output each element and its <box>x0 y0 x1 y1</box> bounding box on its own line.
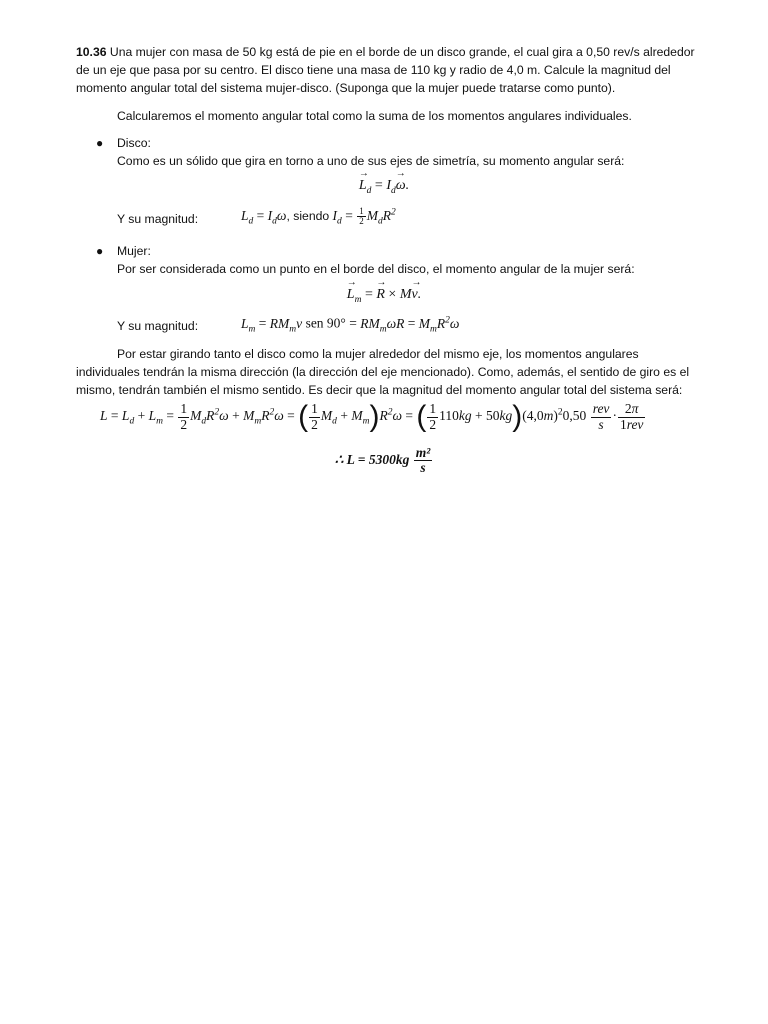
result-value: ∴ L = 5300kg <box>334 451 410 467</box>
equation-mujer-magnitude: $L_m = RM_mv$ sen $90^\circ = RM_m\omega R = M_mR^2\omega$ <box>241 315 460 335</box>
intro-text: Calcularemos el momento angular total como la suma de los momentos angulares individuales. <box>117 109 632 123</box>
equation-disco-vector: → $L_d = I_d\to \omega$. <box>0 178 768 196</box>
equation-disco-magnitude: $L_d = I_d\omega$, siendo $I_d$ = $\frac{1}{2}$ $M_dR^2$ <box>241 206 396 227</box>
conclusion-line-2: individuales tendrán la misma dirección (la dirección del eje mencionado). Como, además, el sentido de giro es el <box>76 365 690 379</box>
equation-total: $L = L_d + L_m$ = $\frac{1}{2}$ $M_dR^2\omega + M_mR^2\omega$ = ( $\frac{1}{2}$ $M_d + M_m)R^2\omega$ = ( $\frac{1}{2}$ $110kg + 50kg)(4,0m)^20,50$ $\frac{\text{rev}}{s}$ · $\frac{2\pi}{\text{1rev}}$ <box>100 400 644 433</box>
final-result <box>0 446 768 475</box>
problem-line-3: momento angular total del sistema mujer-disco. (Suponga que la mujer puede tratarse como punto). <box>76 81 616 95</box>
problem-line-1: Una mujer con masa de 50 kg está de pie en el borde de un disco grande, el cual gira a 0,50 rev/s alrededor <box>106 45 695 59</box>
disco-magnitude-label: Y su magnitud: <box>117 212 199 226</box>
problem-statement <box>76 43 696 61</box>
disco-description: Como es un sólido que gira en torno a uno de sus ejes de simetría, su momento angular será: <box>117 154 625 168</box>
result-unit-denominator: s <box>420 460 426 476</box>
problem-line-2: de un eje que pasa por su centro. El disco tiene una masa de 110 kg y radio de 4,0 m. Calcule la magnitud del <box>76 63 671 77</box>
conclusion-line-1: Por estar girando tanto el disco como la mujer alrededor del mismo eje, los momentos angulares <box>117 347 639 361</box>
bullet-mujer: ● <box>96 244 104 258</box>
conclusion-line-3: mismo, tendrán también el mismo sentido. Es decir que la magnitud del momento angular total del sistema será: <box>76 383 683 397</box>
mujer-description: Por ser considerada como un punto en el borde del disco, el momento angular de la mujer será: <box>117 262 635 276</box>
problem-number: 10.36 <box>76 45 107 59</box>
mujer-magnitude-label: Y su magnitud: <box>117 319 199 333</box>
bullet-disco: ● <box>96 136 104 150</box>
result-unit-numerator: m² <box>415 445 431 460</box>
disco-title: Disco: <box>117 136 151 150</box>
siendo-text: , siendo <box>286 209 333 224</box>
mujer-title: Mujer: <box>117 244 151 258</box>
equation-mujer-vector: → $L_m$ = → R × M→ v. <box>0 287 768 305</box>
